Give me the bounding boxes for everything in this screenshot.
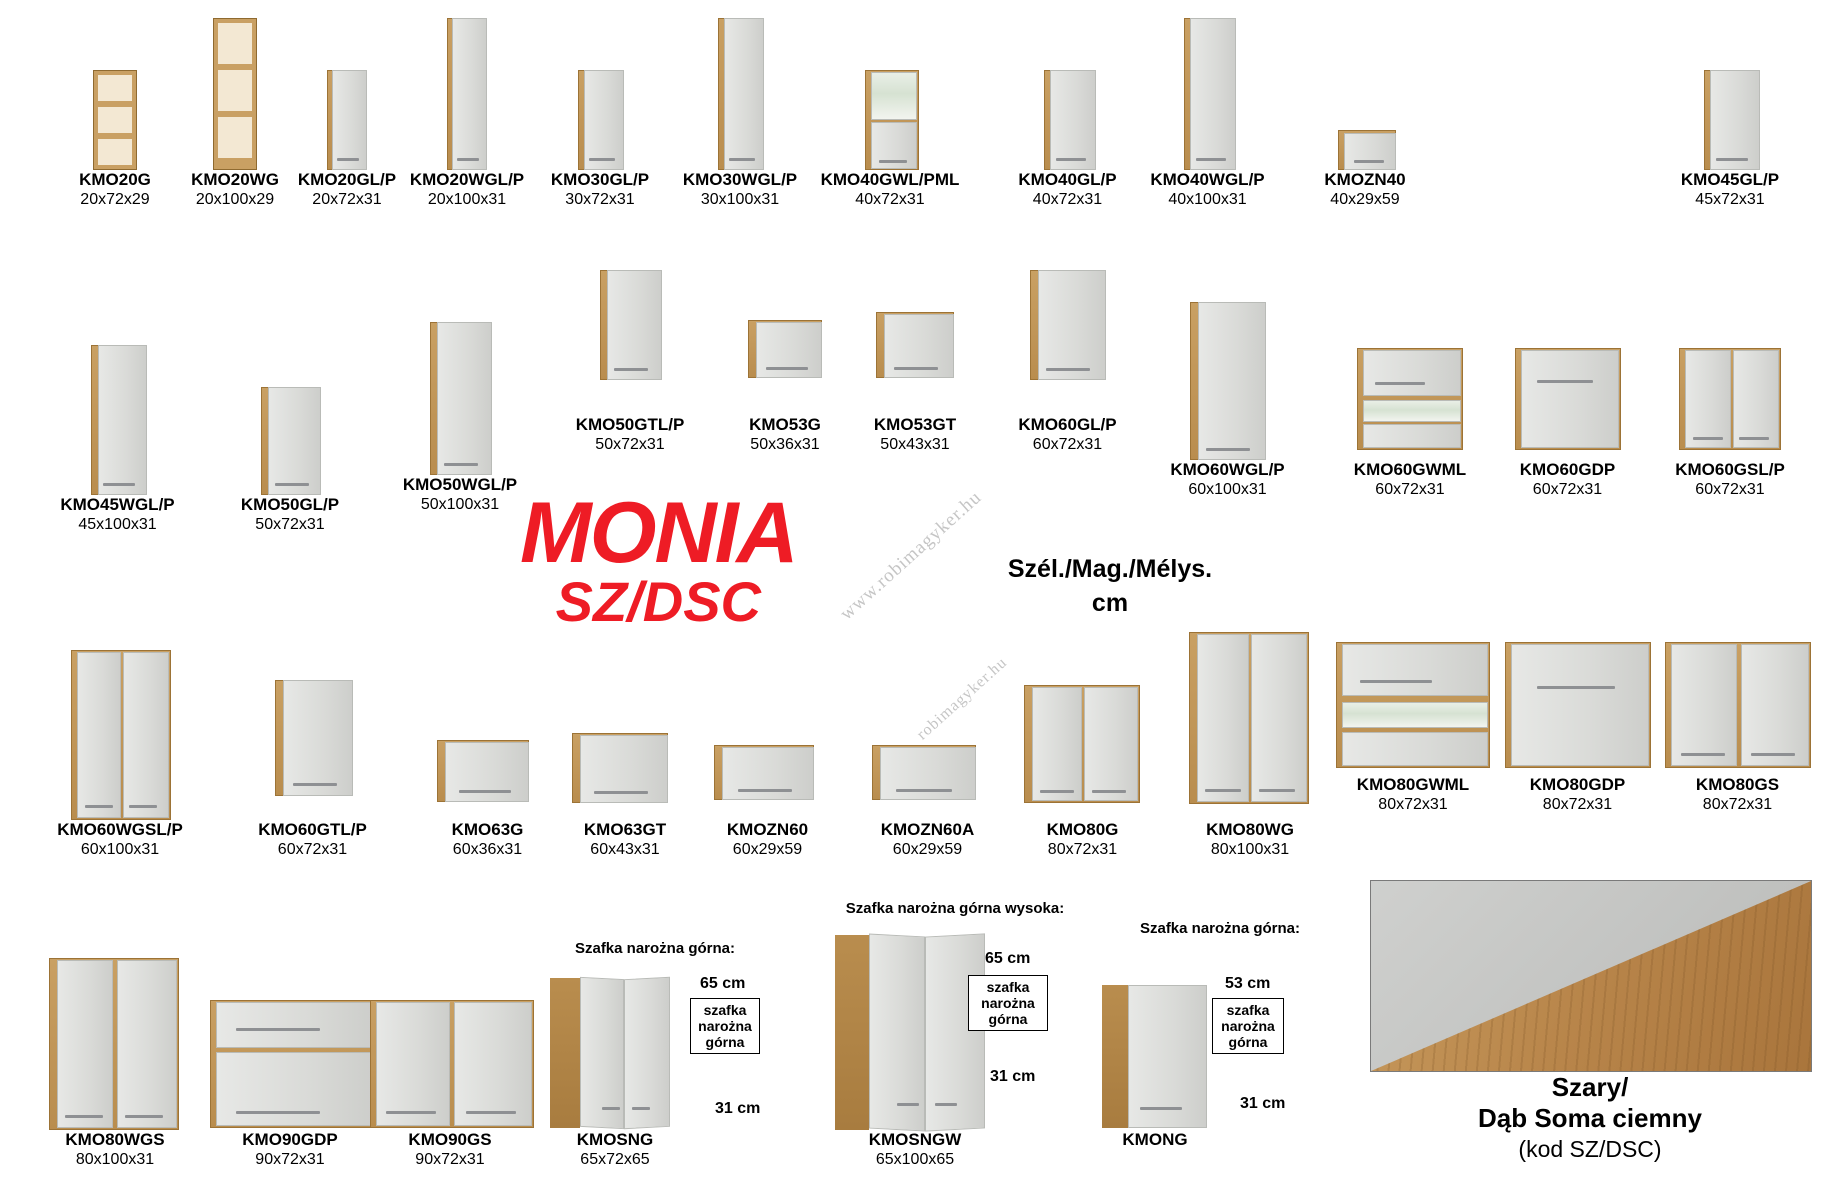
product-code: KMO40GL/P	[1018, 170, 1117, 189]
door-handle	[293, 783, 337, 786]
glass-panel	[1363, 400, 1461, 422]
product-code: KMO45WGL/P	[60, 495, 175, 514]
cabinet-door	[1190, 18, 1236, 170]
product-KMO80GDP	[1490, 620, 1665, 814]
shelf-compartment	[98, 139, 132, 165]
product-code: KMO53G	[749, 415, 821, 434]
product-dimensions: 50x72x31	[255, 516, 325, 533]
product-code: KMO30WGL/P	[682, 170, 798, 189]
door-handle	[1751, 753, 1795, 756]
product-code: KMO80WGS	[65, 1130, 165, 1149]
product-KMOSNG	[520, 960, 710, 1169]
cabinet-door	[584, 70, 624, 170]
product-KMOZN60A	[835, 645, 1020, 859]
product-KMO90GS	[355, 960, 545, 1169]
door-handle	[337, 158, 359, 161]
product-KMO60WGLP	[1130, 290, 1325, 499]
note-sngw-heading: Szafka narożna górna wysoka:	[845, 900, 1065, 917]
door-handle	[1739, 437, 1769, 440]
product-dimensions: 50x100x31	[420, 496, 500, 513]
cabinet-door	[77, 652, 121, 818]
cabinet-door	[98, 345, 147, 495]
product-code: KMO90GDP	[242, 1130, 338, 1149]
product-code: KMO60GTL/P	[258, 820, 367, 839]
door-handle	[738, 789, 792, 792]
product-dimensions: 30x100x31	[700, 191, 780, 208]
cabinet-door	[1197, 634, 1249, 802]
cabinet-door	[376, 1002, 450, 1126]
product-KMO50GLP	[200, 345, 380, 534]
product-dimensions: 80x72x31	[1542, 796, 1613, 813]
product-dimensions: 65x72x65	[580, 1151, 650, 1168]
dimension-legend-label: Szél./Mag./Mélys.	[1007, 555, 1213, 583]
cabinet-door	[722, 747, 814, 800]
product-code: KMO60WGSL/P	[57, 820, 183, 839]
cabinet-door	[437, 322, 492, 475]
color-sample-title2: Dąb Soma ciemny	[1478, 1103, 1702, 1133]
door-handle	[457, 158, 479, 161]
dimension-legend-unit: cm	[1091, 589, 1129, 617]
door-handle	[1056, 158, 1086, 161]
door-handle	[1693, 437, 1723, 440]
product-code: KMO60GL/P	[1018, 415, 1117, 434]
door-handle	[935, 1103, 957, 1106]
product-KMOZN60	[680, 645, 855, 859]
cabinet-door	[1741, 644, 1809, 766]
cabinet-door	[1198, 302, 1266, 460]
door-handle	[879, 160, 907, 163]
door-handle	[602, 1107, 620, 1110]
brand-name: MONIA	[520, 485, 797, 581]
brand-subtitle: SZ/DSC	[555, 570, 761, 633]
product-dimensions: 60x72x31	[1032, 436, 1103, 453]
product-KMO60WGSLP	[15, 620, 225, 859]
product-code: KMO20WG	[191, 170, 279, 189]
door-handle	[1140, 1107, 1182, 1110]
watermark: www.robimagyker.hu	[836, 486, 986, 625]
product-code: KMO80GS	[1695, 775, 1780, 794]
product-code: KMO50GL/P	[240, 495, 340, 514]
cabinet-door	[1685, 350, 1731, 448]
product-dimensions: 60x29x59	[892, 841, 963, 858]
cabinet-door	[1084, 687, 1138, 801]
cabinet-door	[216, 1002, 372, 1048]
door-handle	[1205, 789, 1241, 792]
door-handle	[1537, 686, 1615, 689]
cabinet-door	[1038, 270, 1106, 380]
product-dimensions: 80x72x31	[1047, 841, 1118, 858]
product-dimensions: 60x100x31	[80, 841, 160, 858]
cabinet-door	[724, 18, 764, 170]
door-handle	[236, 1111, 320, 1114]
product-KMO45WGLP	[20, 330, 215, 534]
cabinet-door	[869, 934, 925, 1132]
product-dimensions: 20x72x29	[80, 191, 150, 208]
color-sample	[1370, 880, 1812, 1072]
shelf-compartment	[218, 70, 252, 111]
door-handle	[444, 463, 478, 466]
product-code: KMOZN60	[726, 820, 809, 839]
cabinet-door	[283, 680, 353, 796]
product-code: KMO63GT	[583, 820, 667, 839]
product-dimensions: 60x36x31	[452, 841, 523, 858]
product-code: KMO60GDP	[1519, 460, 1616, 479]
product-code: KMO80G	[1046, 820, 1119, 839]
product-code: KMO60WGL/P	[1170, 460, 1285, 479]
product-KMO80WGS	[15, 930, 215, 1169]
cabinet-door	[216, 1052, 372, 1126]
product-dimensions: 65x100x65	[875, 1151, 955, 1168]
door-handle	[466, 1111, 516, 1114]
product-code: KMONG	[1122, 1130, 1188, 1149]
cabinet-door	[1342, 644, 1488, 696]
door-handle	[1046, 368, 1090, 371]
product-dimensions: 80x100x31	[75, 1151, 155, 1168]
product-code: KMO60GWML	[1353, 460, 1467, 479]
product-dimensions: 60x43x31	[590, 841, 660, 858]
dimension-legend	[975, 552, 1245, 620]
product-code: KMO80GWML	[1356, 775, 1470, 794]
product-code: KMO30GL/P	[550, 170, 650, 189]
note-sng-depth: 31 cm	[715, 1100, 761, 1117]
cabinet-door	[1511, 644, 1649, 766]
cabinet-door	[880, 747, 976, 800]
product-dimensions: 45x100x31	[78, 516, 157, 533]
door-handle	[236, 1028, 320, 1031]
door-handle	[103, 483, 135, 486]
cabinet-door	[1251, 634, 1307, 802]
brand-logo	[520, 485, 797, 633]
cabinet-door	[1710, 70, 1760, 170]
product-dimensions: 20x100x31	[427, 191, 507, 208]
note-sngw-box: szafka narożna górna	[968, 975, 1048, 1031]
product-code: KMOSNG	[576, 1130, 654, 1149]
color-sample-caption	[1370, 1072, 1810, 1165]
cabinet-door	[1733, 350, 1779, 448]
door-handle	[386, 1111, 436, 1114]
shelf-compartment	[218, 23, 252, 64]
door-handle	[894, 367, 938, 370]
shelf-compartment	[218, 117, 252, 158]
product-KMONG	[1065, 960, 1245, 1150]
product-code: KMO90GS	[408, 1130, 492, 1149]
product-KMO60GTLP	[215, 620, 410, 859]
cabinet-door	[925, 933, 985, 1131]
cabinet-door	[1521, 350, 1619, 448]
product-KMO80GWML	[1318, 620, 1508, 814]
product-KMO80G	[995, 645, 1170, 859]
product-code: KMO80GDP	[1529, 775, 1626, 794]
cabinet-door	[1363, 350, 1461, 396]
product-dimensions: 60x72x31	[1375, 481, 1445, 498]
cabinet-door	[1032, 687, 1082, 801]
door-handle	[1040, 790, 1074, 793]
cabinet-door	[1671, 644, 1737, 766]
door-handle	[125, 1115, 163, 1118]
note-sngw-depth: 31 cm	[990, 1068, 1036, 1085]
product-KMO80WG	[1155, 620, 1345, 859]
note-sng-heading: Szafka narożna górna:	[574, 940, 736, 957]
cabinet-side	[550, 978, 580, 1128]
door-handle	[594, 791, 648, 794]
product-dimensions: 50x43x31	[880, 436, 950, 453]
cabinet-door	[332, 70, 367, 170]
glass-panel	[1342, 702, 1488, 728]
product-code: KMOSNGW	[868, 1130, 962, 1149]
cabinet-door	[445, 742, 529, 802]
shelf-compartment	[98, 107, 132, 133]
door-handle	[275, 483, 309, 486]
product-dimensions: 40x72x31	[1032, 191, 1103, 208]
door-handle	[1092, 790, 1126, 793]
cabinet-door	[123, 652, 169, 818]
product-KMO40WGLP	[1110, 0, 1305, 209]
door-handle	[1681, 753, 1725, 756]
cabinet-door	[268, 387, 321, 495]
product-dimensions: 60x72x31	[1695, 481, 1765, 498]
product-dimensions: 40x72x31	[855, 191, 925, 208]
door-handle	[459, 790, 511, 793]
product-dimensions: 20x72x31	[312, 191, 382, 208]
product-KMO80GS	[1650, 620, 1825, 814]
product-KMO60GWML	[1320, 330, 1500, 499]
door-handle	[1354, 160, 1384, 163]
door-handle	[632, 1107, 650, 1110]
shelf-compartment	[98, 75, 132, 101]
door-handle	[766, 367, 808, 370]
door-handle	[1196, 158, 1226, 161]
cabinet-door	[1344, 133, 1396, 170]
product-dimensions: 60x29x59	[732, 841, 803, 858]
door-handle	[589, 158, 615, 161]
product-dimensions: 40x100x31	[1168, 191, 1247, 208]
product-dimensions: 50x72x31	[595, 436, 665, 453]
color-sample-title: Szary/	[1551, 1072, 1629, 1102]
product-code: KMO60GSL/P	[1675, 460, 1785, 479]
product-KMO60GDP	[1480, 330, 1655, 499]
note-ong-box: szafka narożna górna	[1212, 998, 1284, 1054]
product-dimensions: 45x72x31	[1695, 191, 1765, 208]
door-handle	[1206, 448, 1250, 451]
product-dimensions: 80x100x31	[1210, 841, 1290, 858]
product-dimensions: 60x100x31	[1188, 481, 1267, 498]
color-sample-code: (kod SZ/DSC)	[1518, 1136, 1662, 1162]
cabinet-door	[57, 960, 113, 1128]
note-ong-depth: 31 cm	[1240, 1095, 1286, 1112]
door-handle	[1716, 158, 1748, 161]
note-sngw-width: 65 cm	[985, 950, 1031, 967]
product-dimensions: 90x72x31	[255, 1151, 325, 1168]
product-dimensions: 50x36x31	[750, 436, 820, 453]
note-sng-box: szafka narożna górna	[690, 998, 760, 1054]
door-handle	[1375, 382, 1425, 385]
product-dimensions: 60x72x31	[277, 841, 348, 858]
product-KMO40GWLPML	[790, 30, 990, 209]
note-ong-heading-line1: Szafka narożna górna:	[1139, 920, 1301, 937]
door-handle	[614, 368, 648, 371]
door-handle	[85, 805, 113, 808]
door-handle	[729, 158, 755, 161]
product-code: KMO53GT	[873, 415, 957, 434]
product-code: KMO80WG	[1206, 820, 1294, 839]
note-ong-width: 53 cm	[1225, 975, 1271, 992]
product-code: KMO63G	[451, 820, 524, 839]
cabinet-door	[117, 960, 177, 1128]
product-dimensions: 60x72x31	[1532, 481, 1603, 498]
product-code: KMO50WGL/P	[402, 475, 518, 494]
product-KMO45GLP	[1640, 30, 1820, 209]
product-KMO60GSLP	[1640, 330, 1820, 499]
product-code: KMOZN40	[1324, 170, 1406, 189]
door-handle	[65, 1115, 103, 1118]
product-code: KMOZN60A	[880, 820, 975, 839]
product-code: KMO40WGL/P	[1150, 170, 1265, 189]
cabinet-door	[1363, 424, 1461, 448]
door-handle	[1537, 380, 1593, 383]
note-ong-heading	[1125, 920, 1315, 937]
product-code: KMO45GL/P	[1680, 170, 1780, 189]
note-sng-width: 65 cm	[700, 975, 746, 992]
product-dimensions: 80x72x31	[1702, 796, 1773, 813]
cabinet-side	[1102, 985, 1128, 1128]
product-KMOZN40	[1280, 30, 1450, 209]
watermark: robimagyker.hu	[913, 653, 1011, 744]
cabinet-door	[1342, 732, 1488, 766]
product-dimensions: 80x72x31	[1378, 796, 1448, 813]
door-handle	[1259, 789, 1295, 792]
cabinet-side	[835, 935, 869, 1130]
cabinet-door	[1050, 70, 1096, 170]
door-handle	[897, 1103, 919, 1106]
product-code: KMO50GTL/P	[575, 415, 685, 434]
product-dimensions: 30x72x31	[565, 191, 635, 208]
door-handle	[1360, 680, 1432, 683]
product-dimensions: 20x100x29	[195, 191, 275, 208]
door-handle	[896, 789, 952, 792]
product-code: KMO20GL/P	[297, 170, 397, 189]
cabinet-door	[452, 18, 487, 170]
product-code: KMO20G	[79, 170, 151, 189]
product-dimensions: 90x72x31	[415, 1151, 485, 1168]
door-handle	[129, 805, 157, 808]
cabinet-door	[607, 270, 662, 380]
glass-panel	[871, 72, 917, 120]
product-code: KMO20WGL/P	[409, 170, 525, 189]
product-dimensions: 40x29x59	[1330, 191, 1400, 208]
product-code: KMO40GWL/PML	[820, 170, 960, 189]
